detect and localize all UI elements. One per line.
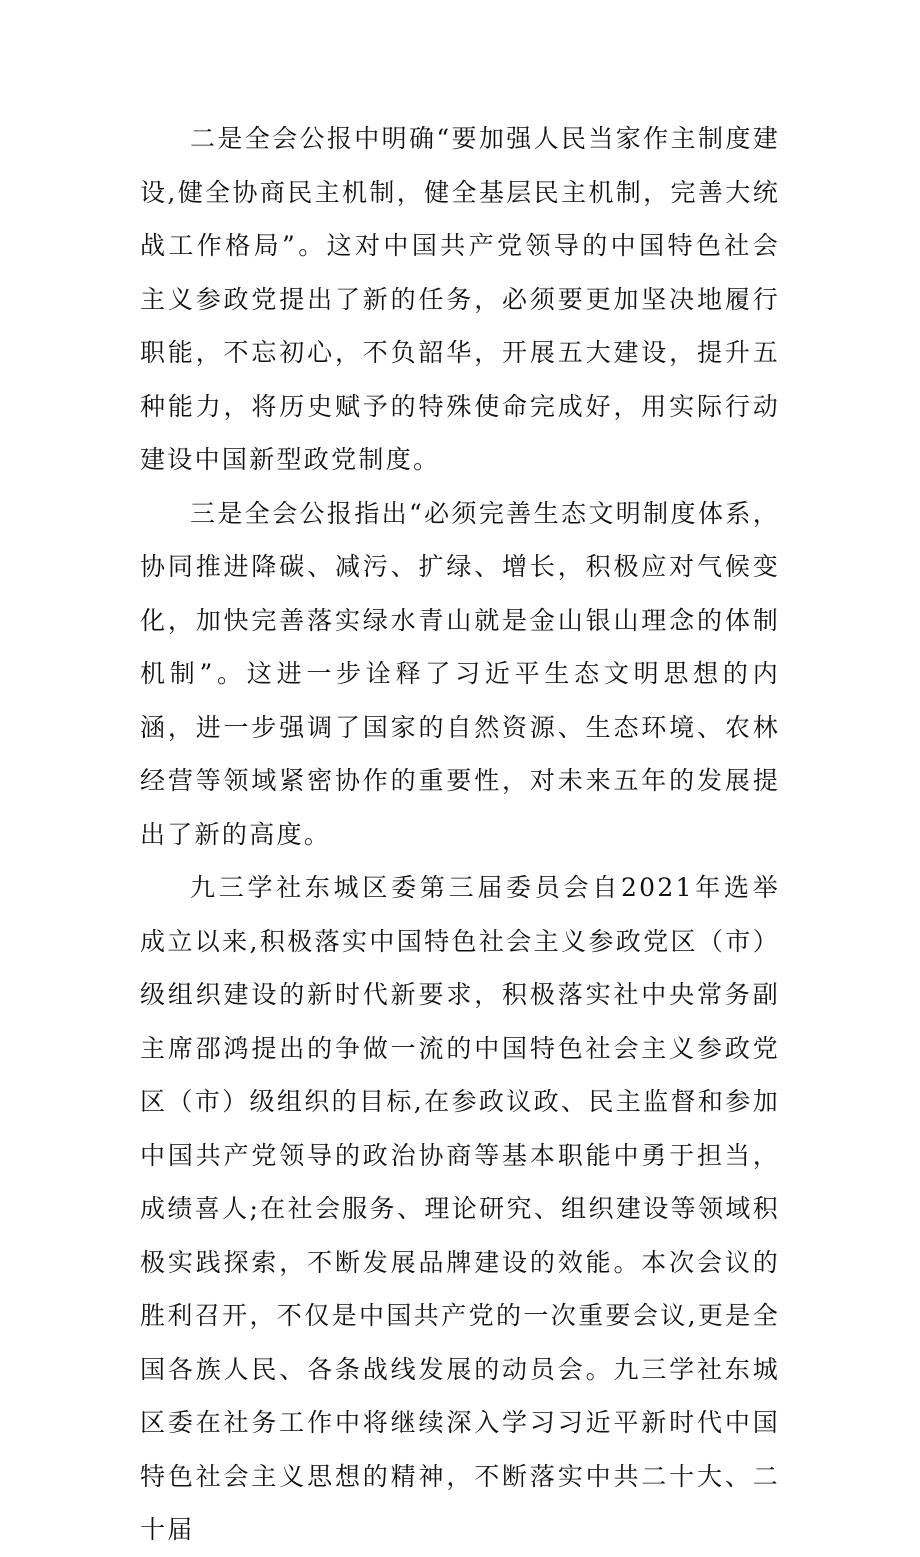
paragraph-1: 二是全会公报中明确“要加强人民当家作主制度建设,健全协商民主机制，健全基层民主机制，完善大统战工作格局”。这对中国共产党领导的中国特色社会主义参政党提出了新的任务，必须要更加坚决地履行职能，不忘初心，不负韶华，开展五大建设，提升五种能力，将历史赋予的特殊使命完成好，用实际行动建设中国新型政党制度。 bbox=[140, 124, 780, 474]
document-page bbox=[140, 112, 780, 1557]
paragraph-2: 三是全会公报指出“必须完善生态文明制度体系，协同推进降碳、减污、扩绿、增长，积极应对气候变化，加快完善落实绿水青山就是金山银山理念的体制机制”。这进一步诠释了习近平生态文明思想的内涵，进一步强调了国家的自然资源、生态环境、农林经营等领域紧密协作的重要性，对未来五年的发展提出了新的高度。 bbox=[140, 498, 780, 849]
paragraph-3: 九三学社东城区委第三届委员会自2021年选举成立以来,积极落实中国特色社会主义参政党区（市）级组织建设的新时代新要求，积极落实社中央常务副主席邵鸿提出的争做一流的中国特色社会主义参政党区（市）级组织的目标,在参政议政、民主监督和参加中国共产党领导的政治协商等基本职能中勇于担当，成绩喜人;在社会服务、理论研究、组织建设等领域积极实践探索，不断发展品牌建设的效能。本次会议的胜利召开，不仅是中国共产党的一次重要会议,更是全国各族人民、各条战线发展的动员会。九三学社东城区委在社务工作中将继续深入学习习近平新时代中国特色社会主义思想的精神，不断落实中共二十大、二十届 bbox=[140, 873, 780, 1544]
